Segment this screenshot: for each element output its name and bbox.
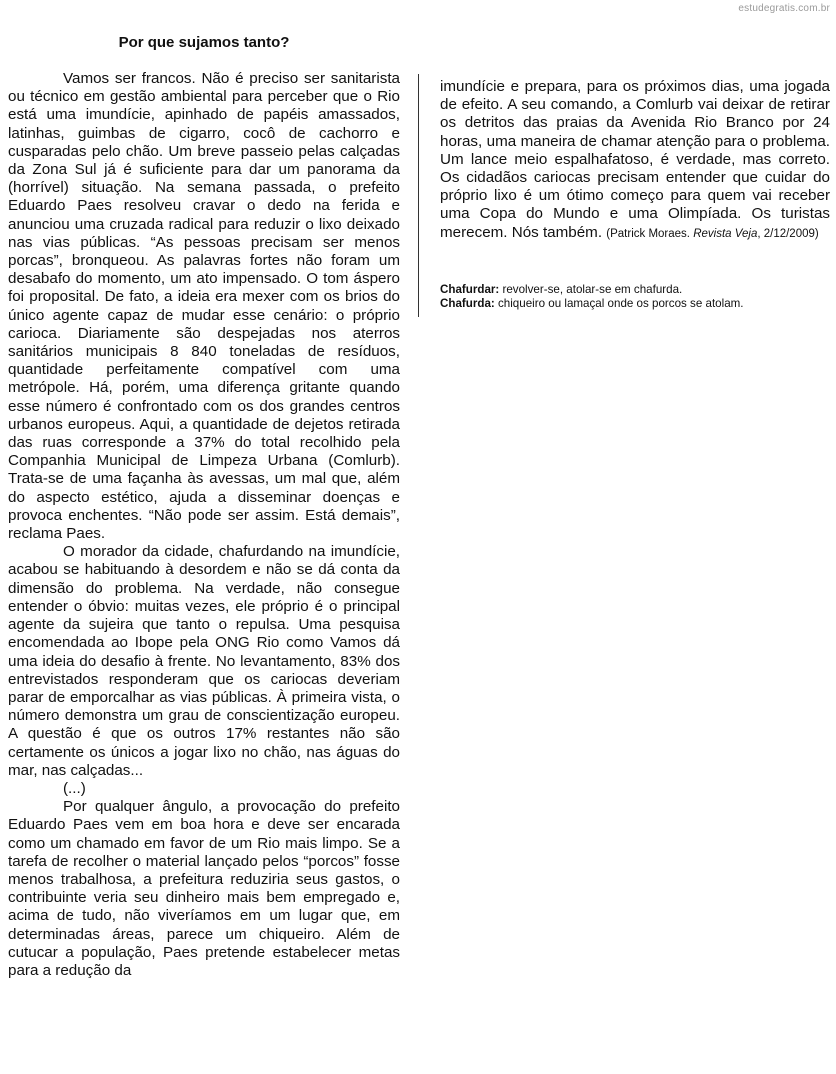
- glossary-definition: revolver-se, atolar-se em chafurda.: [502, 283, 683, 296]
- omission-marker: (...): [63, 779, 86, 797]
- paragraph-2: O morador da cidade, chafurdando na imundície, acabou se habituando à desordem e não se dá conta da dimensão do problema. Na verdade, não consegue entender o óbvio: muitas vezes, ele próprio é o principal agente da sujeira que tanto o repulsa. Uma pesquisa encomendada ao Ibope pela ONG Rio como Vamos dá uma ideia do desafio à frente. No levantamento, 83% dos entrevistados responderam que os cariocas deveriam parar de emporcalhar as vias públicas. À primeira vista, o número demonstra um grau de conscientização europeu. A questão é que os outros 17% restantes não são certamente os únicos a jogar lixo no chão, nas águas do mar, nas calçadas...: [8, 543, 400, 779]
- paragraph-3: Por qualquer ângulo, a provocação do prefeito Eduardo Paes vem em boa hora e deve ser encarada como um chamado em favor de um Rio mais limpo. Se a tarefa de recolher o material lançado pelos “porcos” fosse menos trabalhosa, a prefeitura reduziria seus gastos, o contribuinte veria seu dinheiro mais bem empregado e, acima de tudo, não viveríamos em um lugar que, em determinadas áreas, parece um chiqueiro. Além de cutucar a população, Paes pretende estabelecer metas para a redução da: [8, 798, 400, 979]
- paragraph-1: Vamos ser francos. Não é preciso ser sanitarista ou técnico em gestão ambiental para perceber que o Rio está uma imundície, apinhado de papéis amassados, latinhas, guimbas de cigarro, cocô de cachorro e cusparadas pelo chão. Um breve passeio pelas calçadas da Zona Sul já é suficiente para dar um panorama da (horrível) situação. Na semana passada, o prefeito Eduardo Paes resolveu cravar o dedo na ferida e anunciou uma cruzada radical para reduzir o lixo deixado nas vias públicas. “As pessoas precisam ser menos porcas”, bronqueou. As palavras fortes não foram um desabafo do momento, um ato impensado. O tom áspero foi proposital. De fato, a ideia era mexer com os brios do único agente capaz de mudar esse cenário: o próprio carioca. Diariamente são despejadas nos aterros sanitários municipais 8 840 toneladas de resíduos, quantidade perfeitamente compatível com uma metrópole. Há, porém, uma diferença gritante quando esse número é confrontado com os dos grandes centros urbanos europeus. Aqui, a quantidade de dejetos retirada das ruas corresponde a 37% do total recolhido pela Companhia Municipal de Limpeza Urbana (Comlurb). Trata-se de uma façanha às avessas, um mal que, além do aspecto estético, ajuda a disseminar doenças e provoca enchentes. “Não pode ser assim. Está demais”, reclama Paes.: [8, 70, 400, 543]
- citation: [606, 228, 818, 240]
- glossary-term: Chafurdar:: [440, 283, 500, 296]
- article-title: Por que sujamos tanto?: [118, 34, 290, 51]
- citation-date: , 2/12/2009): [757, 227, 819, 240]
- paragraph-continuation: [440, 78, 830, 243]
- left-column: [8, 70, 400, 980]
- watermark: estudegratis.com.br: [738, 3, 830, 14]
- glossary-entry: [440, 297, 830, 311]
- glossary-entry: [440, 283, 830, 297]
- citation-author: (Patrick Moraes.: [606, 227, 690, 240]
- glossary-term: Chafurda:: [440, 297, 495, 310]
- glossary: [440, 283, 830, 311]
- right-column: [440, 78, 830, 243]
- citation-source: Revista Veja: [693, 227, 758, 240]
- continuation-text: imundície e prepara, para os próximos dias, uma jogada de efeito. A seu comando, a Comlurb vai deixar de retirar os detritos das praias da Avenida Rio Branco por 24 horas, uma maneira de chamar atenção para o problema. Um lance meio espalhafatoso, é verdade, mas correto. Os cidadãos cariocas precisam entender que cuidar do próprio lixo é um ótimo começo para quem vai receber uma Copa do Mundo e uma Olimpíada. Os turistas merecem. Nós também.: [440, 78, 830, 241]
- glossary-definition: chiqueiro ou lamaçal onde os porcos se atolam.: [497, 297, 744, 310]
- column-divider: [418, 74, 419, 317]
